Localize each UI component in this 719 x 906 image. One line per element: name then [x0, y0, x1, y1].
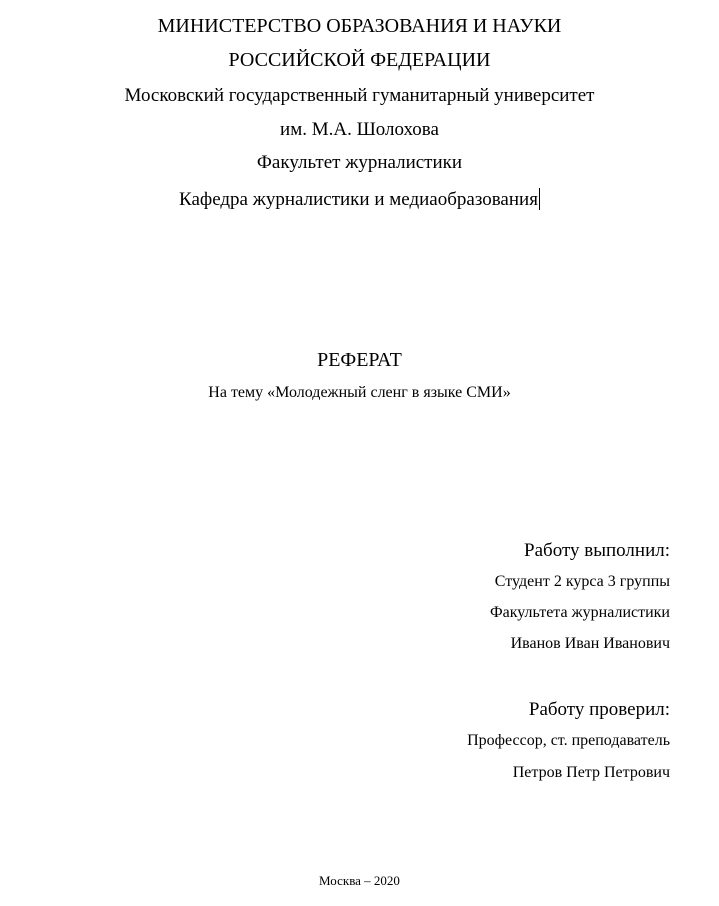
performed-by-name: Иванов Иван Иванович	[510, 635, 670, 652]
checked-by-position: Профессор, ст. преподаватель	[467, 732, 670, 749]
performed-by-student: Студент 2 курса 3 группы	[494, 573, 670, 590]
university-name-line: им. М.А. Шолохова	[280, 119, 439, 140]
text-cursor	[539, 188, 540, 210]
ministry-line-1: МИНИСТЕРСТВО ОБРАЗОВАНИЯ И НАУКИ	[157, 15, 562, 37]
footer-city-year: Москва – 2020	[319, 873, 400, 888]
university-line: Московский государственный гуманитарный университет	[124, 85, 595, 106]
document-title: РЕФЕРАТ	[317, 349, 402, 371]
faculty-line: Факультет журналистики	[256, 152, 463, 173]
checked-by-name: Петров Петр Петрович	[512, 764, 670, 781]
department-line	[0, 188, 719, 210]
performed-by-faculty: Факультета журналистики	[489, 604, 670, 621]
document-topic: На тему «Молодежный сленг в языке СМИ»	[208, 384, 511, 401]
performed-by-heading: Работу выполнил:	[524, 540, 670, 561]
ministry-line-2: РОССИЙСКОЙ ФЕДЕРАЦИИ	[228, 49, 491, 71]
department-text: Кафедра журналистики и медиаобразования	[179, 189, 538, 210]
checked-by-heading: Работу проверил:	[528, 699, 670, 720]
